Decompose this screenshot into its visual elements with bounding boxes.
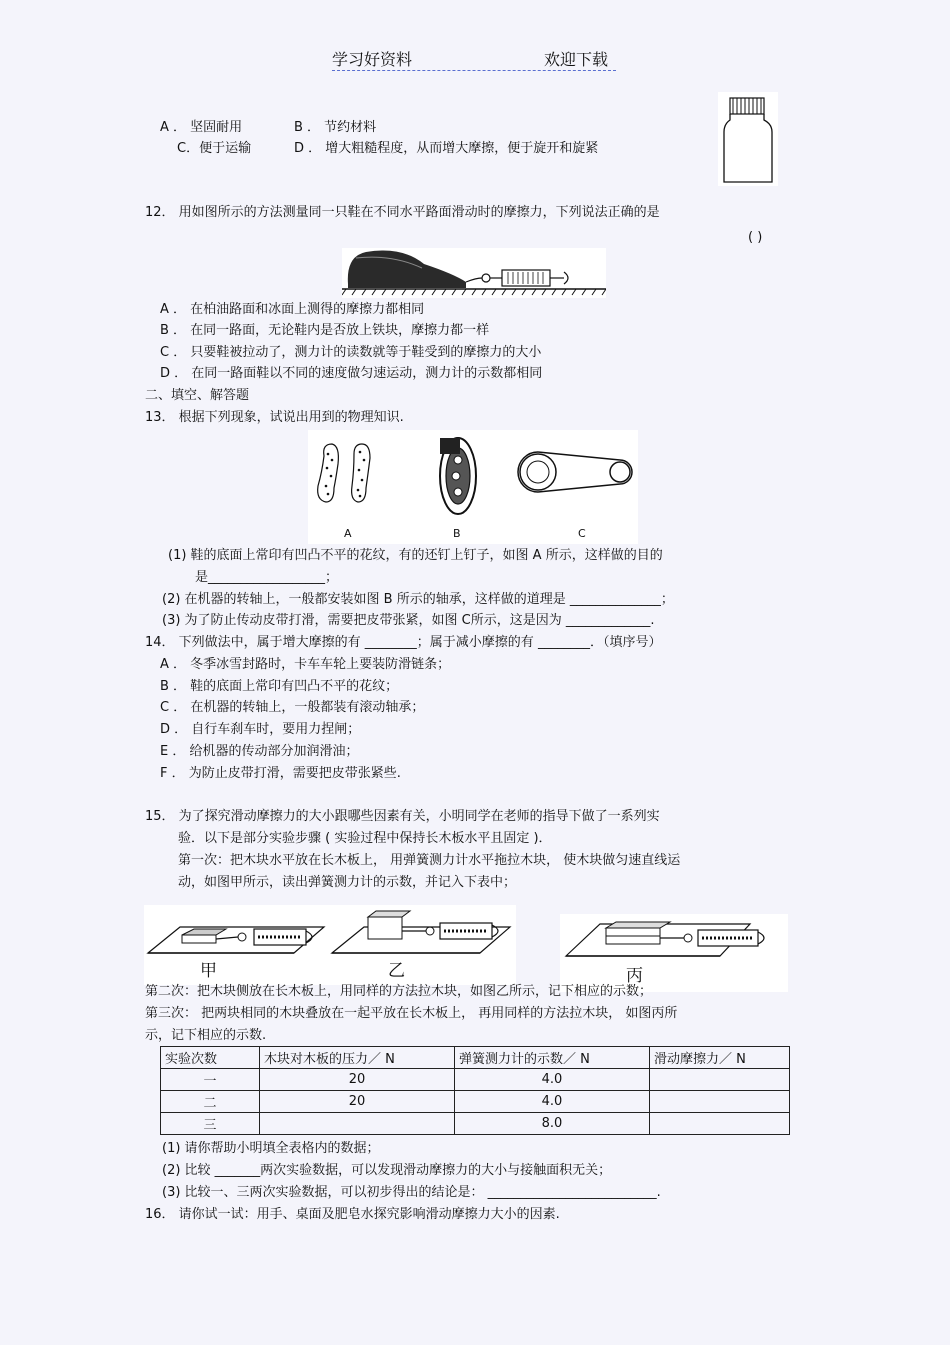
q15-line7: 示，记下相应的示数.	[145, 1028, 267, 1043]
table-header-cell: 木块对木板的压力／ N	[260, 1047, 455, 1069]
q13-figure	[308, 430, 638, 544]
q15-line2: 验．以下是部分实验步骤 ( 实验过程中保持长木板水平且固定 )．	[178, 831, 552, 846]
q11-option-b: B ． 节约材料	[294, 120, 377, 135]
table-cell: 20	[260, 1069, 455, 1091]
table-cell: 三	[161, 1113, 260, 1135]
table-header-cell: 实验次数	[161, 1047, 260, 1069]
table-header-row	[161, 1047, 790, 1069]
table-cell: 4.0	[455, 1091, 650, 1113]
header-right: 欢迎下载	[544, 50, 609, 69]
q15-line4: 动，如图甲所示，读出弹簧测力计的示数，并记入下表中；	[178, 875, 517, 890]
q14-item-f: F ． 为防止皮带打滑，需要把皮带张紧些.	[160, 766, 401, 781]
q14-item-a: A ． 冬季冰雪封路时，卡车车轮上要装防滑链条；	[160, 657, 451, 672]
q14-stem: 14． 下列做法中，属于增大摩擦的有 ________；属于减小摩擦的有 ________．（填序号）	[145, 635, 662, 650]
q12-stem: 12． 用如图所示的方法测量同一只鞋在不同水平路面滑动时的摩擦力，下列说法正确的是	[145, 205, 660, 220]
table-cell	[650, 1113, 790, 1135]
q15-sub3: (3) 比较一、三两次实验数据，可以初步得出的结论是： __________________________.	[162, 1185, 661, 1200]
q13-sub2: (2) 在机器的转轴上，一般都安装如图 B 所示的轴承，这样做的道理是 ______________；	[162, 592, 674, 607]
q13-stem: 13． 根据下列现象，试说出用到的物理知识.	[145, 410, 404, 425]
q13-fig-label-c: C	[578, 527, 586, 540]
q12-option-d: D ． 在同一路面鞋以不同的速度做匀速运动，测力计的示数都相同	[160, 366, 543, 381]
table-cell	[260, 1113, 455, 1135]
q12-option-a: A ． 在柏油路面和冰面上测得的摩擦力都相同	[160, 302, 425, 317]
experiment-table	[160, 1046, 790, 1135]
q14-item-b: B ． 鞋的底面上常印有凹凸不平的花纹；	[160, 679, 399, 694]
q15-sub2: (2) 比较 _______两次实验数据，可以发现滑动摩擦力的大小与接触面积无关；	[162, 1163, 612, 1178]
shoe-pull-figure	[342, 248, 606, 298]
q14-item-d: D ． 自行车刹车时，要用力捏闸；	[160, 722, 361, 737]
table-cell: 20	[260, 1091, 455, 1113]
experiment-figure-jia-yi	[144, 905, 516, 985]
table-cell	[650, 1069, 790, 1091]
header-left: 学习好资料	[332, 50, 413, 69]
q14-item-e: E ． 给机器的传动部分加润滑油；	[160, 744, 359, 759]
table-cell: 4.0	[455, 1069, 650, 1091]
fig-label-yi: 乙	[388, 961, 405, 981]
q15-line1: 15． 为了探究滑动摩擦力的大小跟哪些因素有关，小明同学在老师的指导下做了一系列实	[145, 809, 660, 824]
table-row	[161, 1069, 790, 1091]
fig-label-bing: 丙	[626, 966, 643, 986]
header-underline	[332, 70, 616, 71]
q13-sub1-line1: (1) 鞋的底面上常印有凹凸不平的花纹，有的还钉上钉子，如图 A 所示，这样做的目的	[168, 548, 663, 563]
q14-item-c: C ． 在机器的转轴上，一般都装有滚动轴承；	[160, 700, 425, 715]
q15-line6: 第三次： 把两块相同的木块叠放在一起平放在长木板上， 再用同样的方法拉木块， 如图丙所	[145, 1006, 678, 1021]
q11-option-c: C．便于运输	[177, 141, 252, 156]
q13-fig-label-b: B	[453, 527, 461, 540]
table-row	[161, 1091, 790, 1113]
table-header-cell: 弹簧测力计的示数／ N	[455, 1047, 650, 1069]
table-cell: 二	[161, 1091, 260, 1113]
table-row	[161, 1113, 790, 1135]
q11-option-a: A ． 坚固耐用	[160, 120, 243, 135]
q16-stem: 16． 请你试一试：用手、桌面及肥皂水探究影响滑动摩擦力大小的因素.	[145, 1207, 560, 1222]
q15-line5: 第二次：把木块侧放在长木板上，用同样的方法拉木块，如图乙所示，记下相应的示数；	[145, 984, 653, 999]
q12-option-c: C ． 只要鞋被拉动了，测力计的读数就等于鞋受到的摩擦力的大小	[160, 345, 542, 360]
q15-sub1: (1) 请你帮助小明填全表格内的数据；	[162, 1141, 380, 1156]
q13-sub1-line2: 是__________________；	[195, 570, 339, 585]
q12-answer-paren: ( )	[748, 230, 763, 245]
q12-option-b: B ． 在同一路面，无论鞋内是否放上铁块，摩擦力都一样	[160, 323, 490, 338]
table-header-cell: 滑动摩擦力／ N	[650, 1047, 790, 1069]
q11-option-d: D ． 增大粗糙程度，从而增大摩擦，便于旋开和旋紧	[294, 141, 599, 156]
table-cell: 一	[161, 1069, 260, 1091]
table-cell: 8.0	[455, 1113, 650, 1135]
experiment-figure-bing	[560, 914, 788, 992]
bottle-figure	[718, 92, 778, 186]
section-heading: 二、填空、解答题	[145, 388, 250, 403]
q15-line3: 第一次：把木块水平放在长木板上， 用弹簧测力计水平拖拉木块， 使木块做匀速直线运	[178, 853, 681, 868]
fig-label-jia: 甲	[200, 961, 217, 981]
q13-sub3: (3) 为了防止传动皮带打滑，需要把皮带张紧，如图 C所示，这是因为 _____________.	[162, 613, 655, 628]
table-cell	[650, 1091, 790, 1113]
q13-fig-label-a: A	[344, 527, 352, 540]
